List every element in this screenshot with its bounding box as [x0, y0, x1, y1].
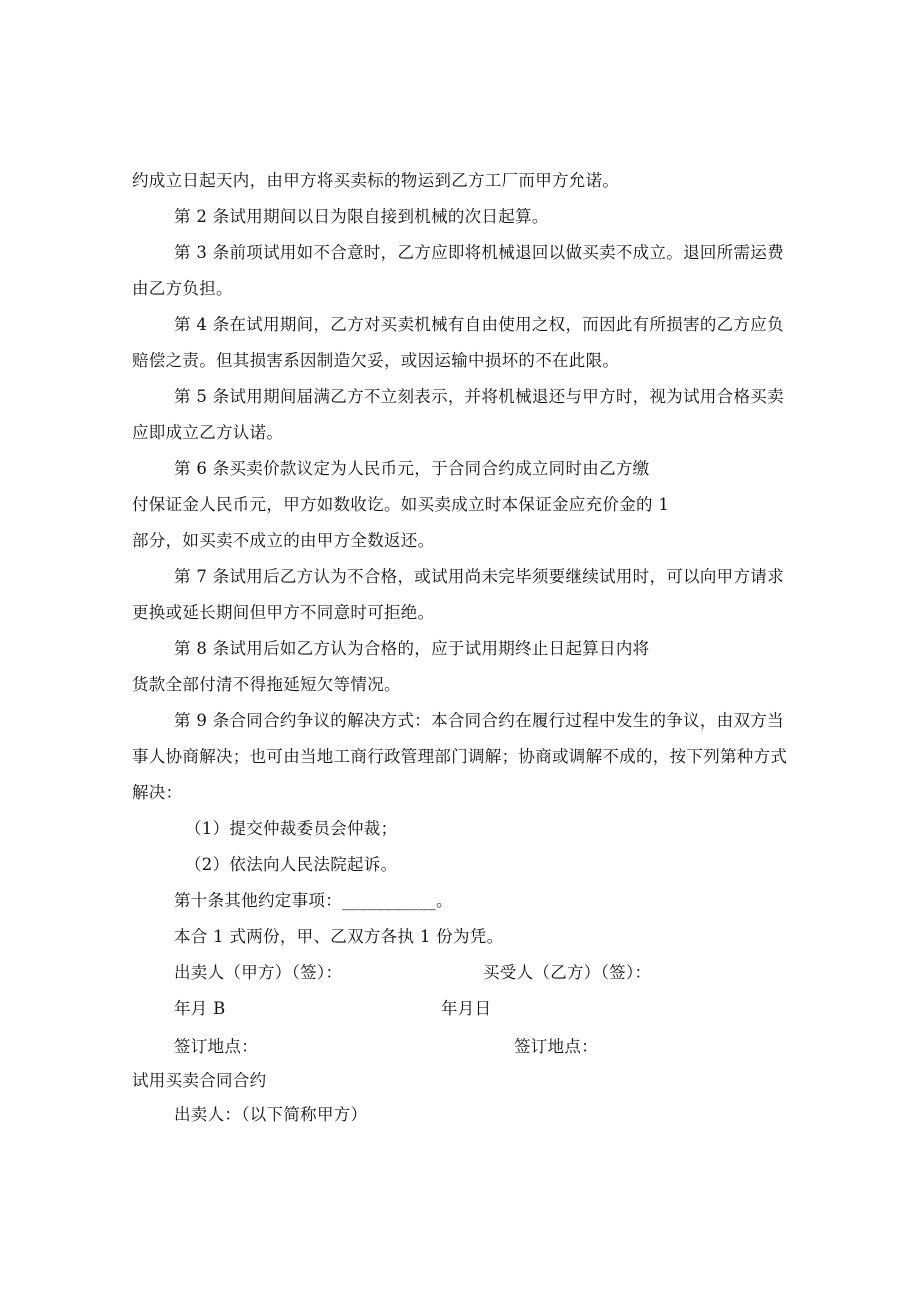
seller-place-label: 签订地点：: [174, 1037, 258, 1056]
option-1-line: （1）提交仲裁委员会仲裁；: [185, 819, 398, 838]
paragraph-line: 付保证金人民币元，甲方如数收讫。如买卖成立时本保证金应充价金的 1: [132, 495, 670, 514]
article-4-line: 第 4 条在试用期间，乙方对买卖机械有自由使用之权，而因此有所损害的乙方应负: [174, 315, 784, 334]
buyer-signature-label: 买受人（乙方）（签）：: [483, 963, 652, 982]
copies-line: 本合 1 式两份，甲、乙双方各执 1 份为凭。: [174, 927, 504, 946]
paragraph-line: 赔偿之责。但其损害系因制造欠妥，或因运输中损坏的不在此限。: [132, 351, 620, 370]
paragraph-line: 事人协商解决；也可由当地工商行政管理部门调解；协商或调解不成的，按下列第种方式: [132, 747, 788, 766]
paragraph-line: 由乙方负担。: [132, 279, 233, 298]
article-10-line: 第十条其他约定事项：___________。: [174, 891, 453, 910]
paragraph-line: 应即成立乙方认诺。: [132, 423, 284, 442]
seller-signature-label: 出卖人（甲方）（签）：: [174, 963, 343, 982]
option-2-line: （2）依法向人民法院起诉。: [185, 855, 398, 874]
buyer-date-label: 年月日: [441, 999, 492, 1018]
next-seller-line: 出卖人：（以下简称甲方）: [174, 1105, 368, 1124]
article-5-line: 第 5 条试用期间届满乙方不立刻表示，并将机械退还与甲方时，视为试用合格买卖: [174, 387, 784, 406]
article-7-line: 第 7 条试用后乙方认为不合格，或试用尚未完毕须要继续试用时，可以向甲方请求: [174, 567, 784, 586]
paragraph-line: 货款全部付清不得拖延短欠等情况。: [132, 675, 401, 694]
paragraph-line: 更换或延长期间但甲方不同意时可拒绝。: [132, 603, 435, 622]
next-contract-title: 试用买卖合同合约: [132, 1071, 267, 1090]
paragraph-line: 约成立日起天内，由甲方将买卖标的物运到乙方工厂而甲方允诺。: [132, 171, 620, 190]
article-8-line: 第 8 条试用后如乙方认为合格的，应于试用期终止日起算日内将: [174, 639, 650, 658]
article-3-line: 第 3 条前项试用如不合意时，乙方应即将机械退回以做买卖不成立。退回所需运费: [174, 243, 784, 262]
article-2-line: 第 2 条试用期间以日为限自接到机械的次日起算。: [174, 207, 549, 226]
paragraph-line: 解决：: [132, 783, 183, 802]
buyer-place-label: 签订地点：: [514, 1037, 598, 1056]
article-9-line: 第 9 条合同合约争议的解决方式：本合同合约在履行过程中发生的争议，由双方当: [174, 711, 784, 730]
paragraph-line: 部分，如买卖不成立的由甲方全数返还。: [132, 531, 435, 550]
article-6-line: 第 6 条买卖价款议定为人民币元，于合同合约成立同时由乙方缴: [174, 459, 650, 478]
seller-date-label: 年月 B: [174, 999, 226, 1018]
